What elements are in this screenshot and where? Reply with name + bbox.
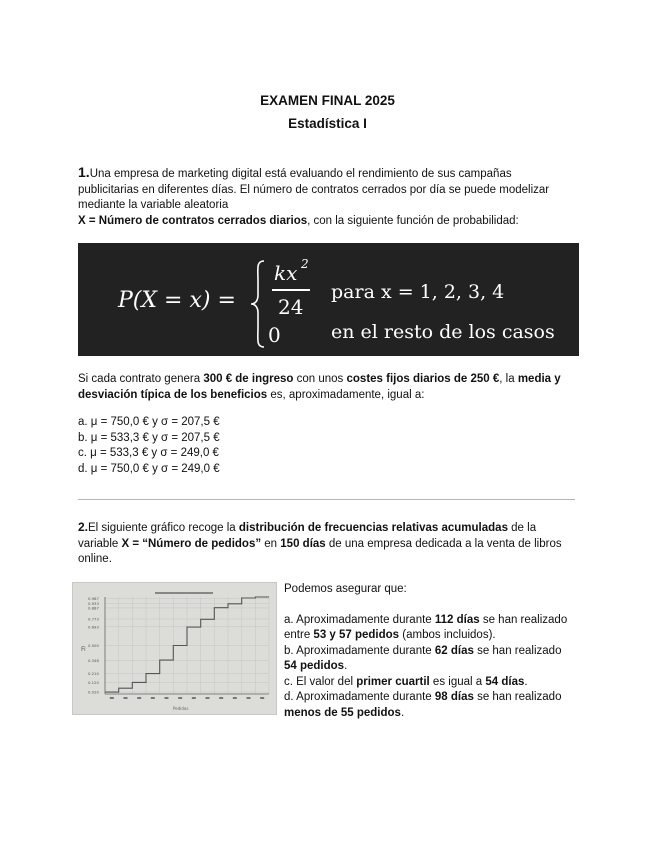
chart-ytick-label: 0.773 xyxy=(88,616,99,622)
chart-ylabel: Fi xyxy=(81,646,86,653)
chart-xtick-mark xyxy=(124,697,128,699)
formula-exponent: 2 xyxy=(301,257,309,271)
q1-stmt-text: es, aproximadamente, igual a: xyxy=(267,388,425,401)
q1-option-c[interactable]: c. μ = 533,3 € y σ = 249,0 € xyxy=(78,447,219,459)
formula-numerator: kx xyxy=(274,261,298,285)
q1-variable-def: X = Número de contratos cerrados diarios xyxy=(78,214,308,227)
q1-statement xyxy=(78,372,608,403)
q2-option-b-days: 62 días xyxy=(434,644,474,657)
q2-lead: Podemos asegurar que: xyxy=(284,583,407,595)
q2-option-d-days: 98 días xyxy=(434,691,474,703)
chart-xtick-mark xyxy=(137,697,141,699)
q2-text: en xyxy=(261,537,281,550)
q2-days: 150 días xyxy=(280,537,326,550)
q1-stmt-media: media y xyxy=(517,373,561,385)
formula-fraction-bar xyxy=(272,289,310,291)
q2-option-c-text: c. El valor del xyxy=(284,675,357,688)
q1-option-a[interactable]: a. μ = 750,0 € y σ = 207,5 € xyxy=(78,416,220,428)
q2-option-d[interactable] xyxy=(284,690,614,706)
q2-options xyxy=(284,582,614,721)
chart-xtick-mark xyxy=(151,697,155,699)
q2-text: variable xyxy=(78,537,122,550)
chart-ytick-label: 0.933 xyxy=(88,600,99,606)
q2-option-a-text: a. Aproximadamente durante xyxy=(284,613,435,626)
q2-option-a-days: 112 días xyxy=(434,613,480,626)
q2-option-b-text: se han realizado xyxy=(473,644,562,657)
chart-ytick-label: 0.020 xyxy=(88,689,99,695)
chart-xlabel: Pedidos xyxy=(173,706,189,711)
q2-option-b-text: . xyxy=(344,660,348,672)
q2-option-b-orders: 54 pedidos xyxy=(284,660,345,672)
q1-intro xyxy=(78,165,598,229)
q2-option-c[interactable] xyxy=(284,675,614,691)
chart-xtick-mark xyxy=(219,697,223,699)
q1-stmt-income: 300 € de ingreso xyxy=(203,373,294,385)
chart-ytick-label: 0.887 xyxy=(88,605,99,611)
q1-stmt-text: Si cada contrato genera xyxy=(78,373,204,385)
q2-option-a-text: (ambos incluidos). xyxy=(399,629,496,641)
q2-option-a-text: entre xyxy=(284,629,314,641)
chart-ytick-label: 0.120 xyxy=(88,679,99,685)
cumulative-frequency-chart xyxy=(72,582,277,715)
chart-svg xyxy=(73,583,276,714)
q1-stmt-text: con unos xyxy=(293,373,347,385)
q1-number: 1. xyxy=(78,164,90,180)
chart-xtick-mark xyxy=(110,697,114,699)
q2-text: de una empresa dedicada a la venta de libros xyxy=(325,537,562,550)
exam-subtitle: Estadística I xyxy=(288,116,367,131)
chart-xtick-mark xyxy=(260,697,264,699)
q2-option-b[interactable] xyxy=(284,644,614,660)
q2-option-a-orders: 53 y 57 pedidos xyxy=(313,629,400,641)
q1-intro-line3: mediante la variable aleatoria xyxy=(78,199,229,211)
chart-xtick-mark xyxy=(192,697,196,699)
q2-option-c-days: 54 días xyxy=(485,675,525,688)
formula-zero: 0 xyxy=(268,323,281,347)
q2-option-b-text: b. Aproximadamente durante xyxy=(284,644,435,657)
q1-stmt-costs: costes fijos diarios de 250 € xyxy=(346,373,500,385)
chart-ytick-label: 0.210 xyxy=(88,671,99,677)
chart-ytick-label: 0.346 xyxy=(88,657,99,663)
q1-intro-line1: Una empresa de marketing digital está evaluando el rendimiento de sus campañas xyxy=(89,168,512,180)
formula-denominator: 24 xyxy=(278,295,304,319)
formula-condition-2: en el resto de los casos xyxy=(331,321,555,343)
q2-option-d-text: . xyxy=(400,706,405,719)
q1-stmt-text: , la xyxy=(499,373,518,385)
chart-ytick-label: 0.693 xyxy=(88,624,99,630)
chart-xtick-mark xyxy=(233,697,237,699)
q2-option-d-orders: menos de 55 pedidos xyxy=(284,706,401,719)
formula-condition-1: para x = 1, 2, 3, 4 xyxy=(331,281,505,303)
q1-variable-tail: , con la siguiente función de probabilidad: xyxy=(307,214,519,227)
q1-intro-line2: publicitarias en diferentes días. El número de contratos cerrados por día se puede modelizar xyxy=(78,183,550,196)
section-divider xyxy=(78,499,575,500)
chart-xtick-mark xyxy=(206,697,210,699)
q2-distribution: distribución de frecuencias relativas acumuladas xyxy=(238,522,508,534)
q2-variable: X = “Número de pedidos” xyxy=(121,537,262,550)
formula-brace xyxy=(250,259,266,349)
q2-option-c-text: es igual a xyxy=(429,675,486,688)
q2-option-d-text: se han realizado xyxy=(473,691,562,703)
q1-option-b[interactable]: b. μ = 533,3 € y σ = 207,5 € xyxy=(78,431,220,444)
chart-xtick-mark xyxy=(165,697,169,699)
q2-text: de la xyxy=(507,522,537,534)
chart-xtick-mark xyxy=(178,697,182,699)
chart-ytick-label: 0.500 xyxy=(88,643,99,648)
q2-option-c-text: . xyxy=(524,675,528,688)
q2-number: 2. xyxy=(78,520,89,534)
probability-formula xyxy=(78,243,579,356)
q2-option-a[interactable] xyxy=(284,613,614,629)
q2-option-c-quartile: primer cuartil xyxy=(356,675,430,688)
q2-option-a-text: se han realizado xyxy=(479,613,568,626)
q2-intro xyxy=(78,520,598,568)
chart-xtick-mark xyxy=(247,697,251,699)
formula-lhs: P(X = x) = xyxy=(118,288,236,313)
q2-option-d-text: d. Aproximadamente durante xyxy=(284,691,435,703)
exam-title: EXAMEN FINAL 2025 xyxy=(260,93,395,108)
chart-ytick-label: 0.987 xyxy=(88,595,99,601)
q1-stmt-desviacion: desviación típica de los beneficios xyxy=(78,388,268,401)
q1-option-d[interactable]: d. μ = 750,0 € y σ = 249,0 € xyxy=(78,462,220,475)
q2-text: online. xyxy=(78,553,112,565)
q1-options xyxy=(78,415,378,477)
q2-text: El siguiente gráfico recoge la xyxy=(88,522,239,534)
